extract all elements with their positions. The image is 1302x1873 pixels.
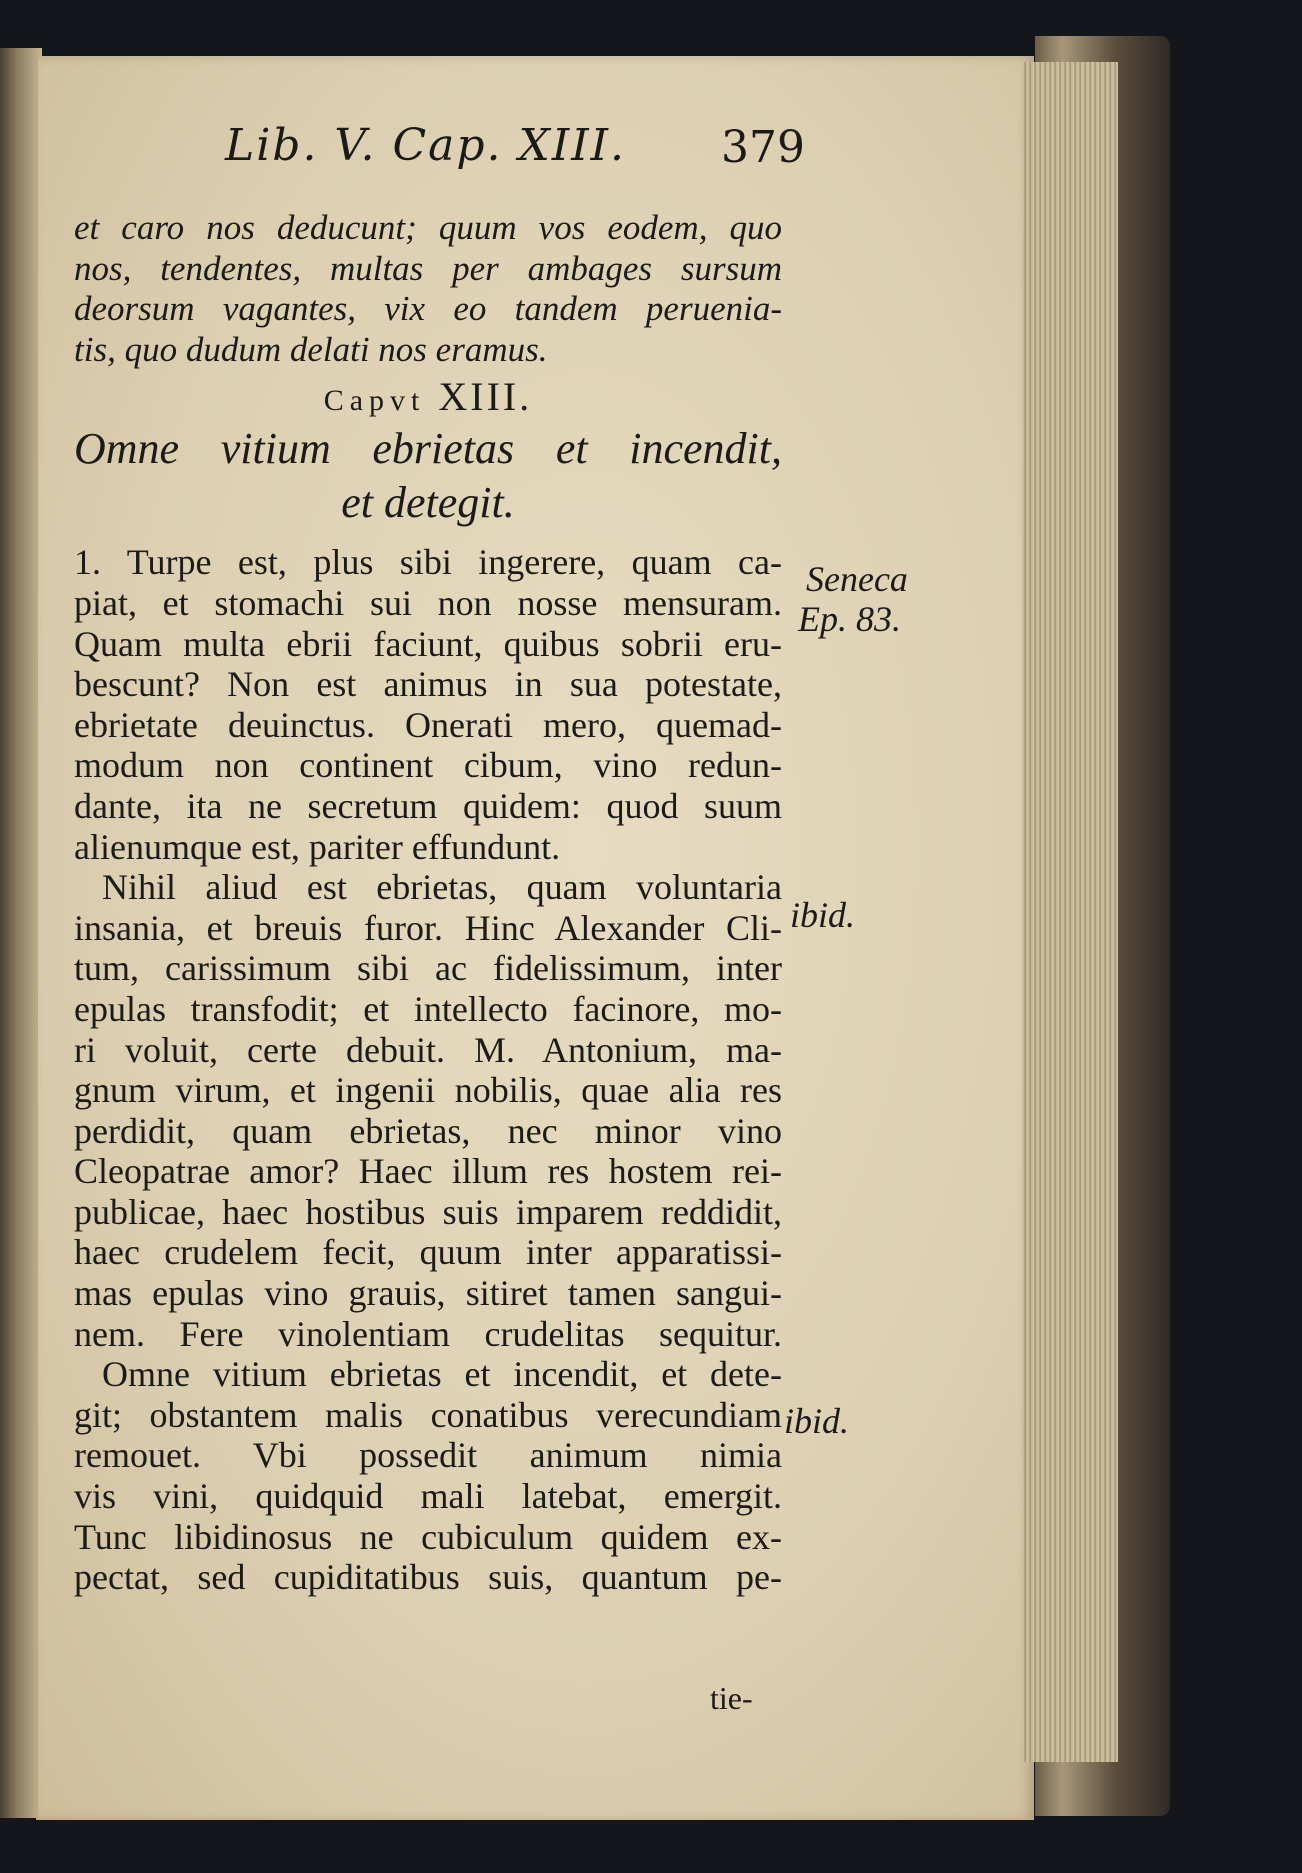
main-text: [74, 208, 782, 1598]
paragraph-line: 1. Turpe est, plus sibi ingerere, quam ca-: [74, 542, 782, 583]
paragraph-line: Nihil aliud est ebrietas, quam voluntaria: [102, 867, 782, 908]
intro-line: deorsum vagantes, vix eo tandem peruenia-: [74, 289, 782, 329]
running-title: Lib. V. Cap. XIII.: [225, 120, 626, 171]
paragraph-line: dante, ita ne secretum quidem: quod suum: [74, 785, 782, 826]
page-block-edges: [1022, 62, 1118, 1762]
paragraph-line: Omne vitium ebrietas et incendit, et dete-: [102, 1354, 782, 1395]
paragraph-line: ebrietate deuinctus. Onerati mero, quemad-: [74, 704, 782, 745]
chapter-number: XIII.: [438, 374, 533, 420]
page-header: [225, 120, 805, 190]
paragraph-line: bescunt? Non est animus in sua potestate,: [74, 664, 782, 705]
paragraph-line: pectat, sed cupiditatibus suis, quantum pe-: [74, 1557, 782, 1598]
margin-note-seneca: Seneca: [806, 559, 908, 599]
paragraph-line: publicae, haec hostibus suis imparem reddidit,: [74, 1191, 782, 1232]
intro-line: et caro nos deducunt; quum vos eodem, quo: [74, 208, 782, 247]
paragraph-line: git; obstantem malis conatibus verecundiam: [74, 1394, 782, 1435]
paragraph-line: gnum virum, et ingenii nobilis, quae alia res: [74, 1070, 782, 1111]
paragraph-line: Cleopatrae amor? Haec illum res hostem rei-: [74, 1151, 782, 1192]
intro-line: tis, quo dudum delati nos eramus.: [74, 329, 548, 369]
intro-line: nos, tendentes, multas per ambages sursum: [74, 248, 782, 288]
margin-note-ibid: ibid.: [784, 1401, 850, 1441]
margin-note-epistle: Ep. 83.: [798, 599, 901, 639]
paragraph-line: Quam multa ebrii faciunt, quibus sobrii eru-: [74, 623, 782, 664]
paragraph-line: piat, et stomachi sui non nosse mensuram.: [74, 582, 782, 623]
paragraph-line: insania, et breuis furor. Hinc Alexander Cli-: [74, 907, 782, 948]
paragraph-line: perdidit, quam ebrietas, nec minor vino: [74, 1110, 782, 1151]
paragraph-line: Tunc libidinosus ne cubiculum quidem ex-: [74, 1516, 782, 1557]
page-number: 379: [721, 122, 805, 173]
chapter-heading: [74, 374, 782, 422]
paragraph-line: alienumque est, pariter effundunt.: [74, 826, 561, 867]
margin-note-ibid: ibid.: [790, 895, 856, 935]
chapter-title-line: et detegit.: [341, 478, 515, 528]
paragraph-line: tum, carissimum sibi ac fidelissimum, inter: [74, 948, 782, 989]
paragraph-line: nem. Fere vinolentiam crudelitas sequitur.: [74, 1313, 782, 1354]
chapter-title-line: Omne vitium ebrietas et incendit,: [74, 424, 782, 474]
caput-label: Capvt: [323, 384, 426, 418]
paragraph-line: ri voluit, certe debuit. M. Antonium, ma-: [74, 1029, 782, 1070]
paragraph-line: mas epulas vino grauis, sitiret tamen sangui-: [74, 1273, 782, 1314]
paragraph-line: vis vini, quidquid mali latebat, emergit.: [74, 1476, 782, 1517]
paragraph-line: modum non continent cibum, vino redun-: [74, 745, 782, 786]
paragraph-line: remouet. Vbi possedit animum nimia: [74, 1435, 782, 1476]
paragraph-line: epulas transfodit; et intellecto facinore, mo-: [74, 988, 782, 1029]
catchword: tie-: [710, 1680, 753, 1716]
paragraph-line: haec crudelem fecit, quum inter apparatissi-: [74, 1232, 782, 1273]
